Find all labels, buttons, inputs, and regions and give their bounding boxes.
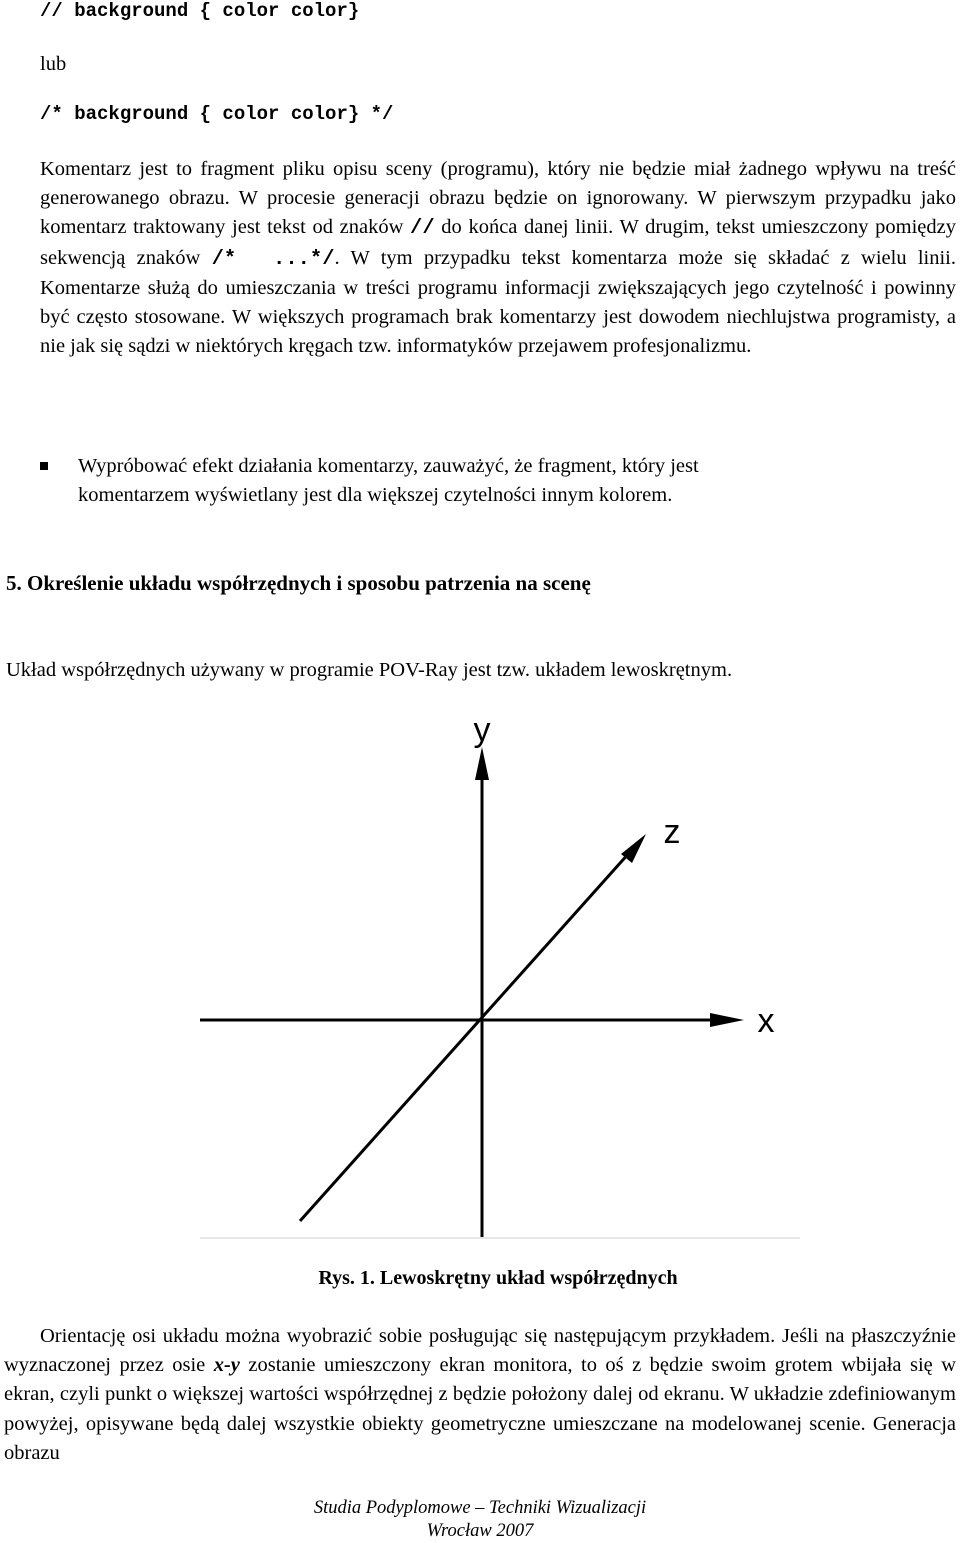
xy-plane-label: x-y [213, 1354, 240, 1377]
code-example-line-comment: // background { color color} [40, 0, 360, 22]
coordinate-axes-figure [200, 705, 800, 1245]
z-axis-label: z [663, 813, 681, 851]
code-example-block-comment: /* background { color color} */ [40, 103, 394, 125]
figure-caption: Rys. 1. Lewoskrętny układ współrzędnych [318, 1267, 678, 1289]
y-axis-arrowhead [475, 747, 489, 780]
footer-line-2: Wrocław 2007 [426, 1521, 534, 1541]
x-axis-arrowhead [710, 1013, 744, 1027]
coordinate-system-intro: Układ współrzędnych używany w programie POV-Ray jest tzw. układem lewoskrętnym. [6, 659, 733, 681]
y-axis-label: y [473, 711, 491, 749]
comment-description-paragraph: Komentarz jest to fragment pliku opisu sceny (programu), który nie będzie miał żadnego wpływu na treść generowanego obrazu. W procesie generacji obrazu będzie on ignorowany. W pierwszym przypadku jako komentarz traktowany jest tekst od znaków // do końca danej linii. W drugim, tekst umieszczony pomiędzy sekwencją znaków /* ...*/. W tym przypadku tekst komentarza może się składać z wielu linii. Komentarze służą do umieszczania w treści programu informacji zwiększających jego czytelność i powinny być często stosowane. W większych programach brak komentarzy jest dowodem niechlujstwa programisty, a nie jak się sądzi w niektórych kręgach tzw. informatyków przejawem profesjonalizmu. [40, 158, 956, 358]
x-axis-label: x [757, 1002, 775, 1040]
z-axis-line [300, 843, 638, 1221]
square-bullet-icon [40, 462, 48, 470]
axis-orientation-paragraph: Orientację osi układu można wyobrazić sobie posługując się następującym przykładem. Jeśli na płaszczyźnie wyznaczonej przez osie x-y zostanie umieszczony ekran monitora, to oś z będzie swoim grotem wbijała się w ekran, czyli punkt o większej wartości współrzędnej z będzie położony dalej od ekranu. W układzie zdefiniowanym powyżej, opisywane będą dalej wszystkie obiekty geometryczne umieszczane na modelowanej scenie. Generacja obrazu [4, 1325, 956, 1464]
section-heading: 5. Określenie układu współrzędnych i sposobu patrzenia na scenę [6, 571, 591, 595]
inline-code-double-slash: // [410, 217, 435, 241]
footer-line-1: Studia Podyplomowe – Techniki Wizualizacji [313, 1498, 647, 1518]
inline-code-block-comment: /* ...*/ [211, 247, 335, 271]
bullet-item-task: Wypróbować efekt działania komentarzy, zauważyć, że fragment, który jest komentarzem wyświetlany jest dla większej czytelności innym kolorem. [40, 452, 920, 512]
or-word: lub [40, 53, 67, 75]
